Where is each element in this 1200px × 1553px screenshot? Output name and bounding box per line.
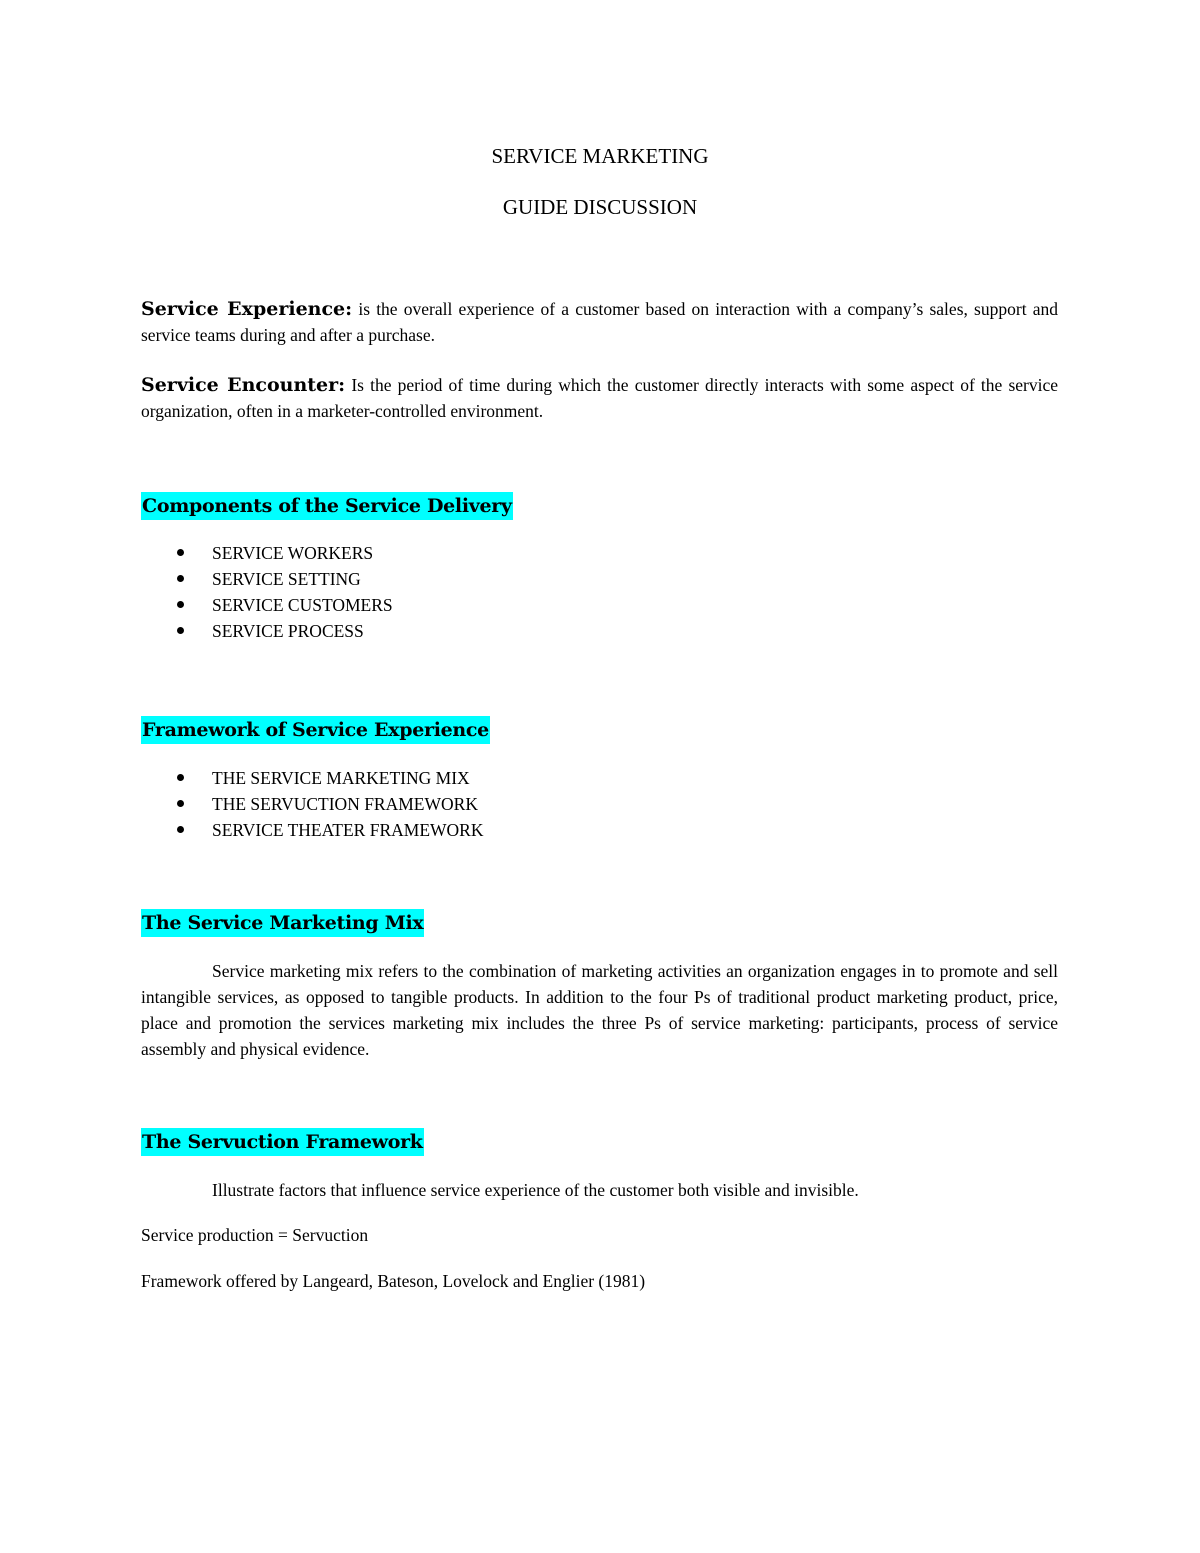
list-item: SERVICE PROCESS — [141, 618, 393, 644]
document-title: SERVICE MARKETING — [491, 144, 709, 168]
service-experience-term: Service Experience: — [141, 298, 353, 320]
service-encounter-text: Is the period of time during which the customer directly interacts with some aspect of the service organization, often in a marketer-controlled environment. — [141, 375, 1058, 421]
service-experience-definition — [141, 296, 1058, 348]
bullet-icon — [177, 575, 184, 582]
marketing-mix-heading: The Service Marketing Mix — [141, 909, 424, 937]
components-list — [141, 540, 393, 644]
framework-list — [141, 765, 483, 843]
servuction-heading: The Servuction Framework — [141, 1128, 424, 1156]
servuction-formula: Service production = Servuction — [141, 1225, 369, 1245]
servuction-paragraph: Illustrate factors that influence service experience of the customer both visible and invisible. — [212, 1180, 859, 1200]
framework-heading: Framework of Service Experience — [141, 716, 490, 744]
list-item: THE SERVUCTION FRAMEWORK — [141, 791, 483, 817]
list-item: SERVICE WORKERS — [141, 540, 393, 566]
service-experience-text: is the overall experience of a customer based on interaction with a company’s sales, support and service teams during and after a purchase. — [141, 299, 1059, 345]
service-encounter-definition — [141, 372, 1058, 424]
bullet-icon — [177, 627, 184, 634]
list-item: SERVICE CUSTOMERS — [141, 592, 393, 618]
document-subtitle: GUIDE DISCUSSION — [502, 195, 698, 219]
servuction-source: Framework offered by Langeard, Bateson, Lovelock and Englier (1981) — [141, 1271, 646, 1291]
list-item: SERVICE THEATER FRAMEWORK — [141, 817, 483, 843]
list-item: THE SERVICE MARKETING MIX — [141, 765, 483, 791]
bullet-icon — [177, 774, 184, 781]
components-heading: Components of the Service Delivery — [141, 492, 513, 520]
bullet-icon — [177, 826, 184, 833]
bullet-icon — [177, 601, 184, 608]
marketing-mix-paragraph: Service marketing mix refers to the combination of marketing activities an organization engages in to promote and sell intangible services, as opposed to tangible products. In addition to the four Ps of traditional product marketing product, price, place and promotion the services marketing mix includes the three Ps of service marketing: participants, process of service assembly and physical evidence. — [141, 961, 1058, 1059]
list-item: SERVICE SETTING — [141, 566, 393, 592]
bullet-icon — [177, 800, 184, 807]
bullet-icon — [177, 549, 184, 556]
service-encounter-term: Service Encounter: — [141, 374, 346, 396]
